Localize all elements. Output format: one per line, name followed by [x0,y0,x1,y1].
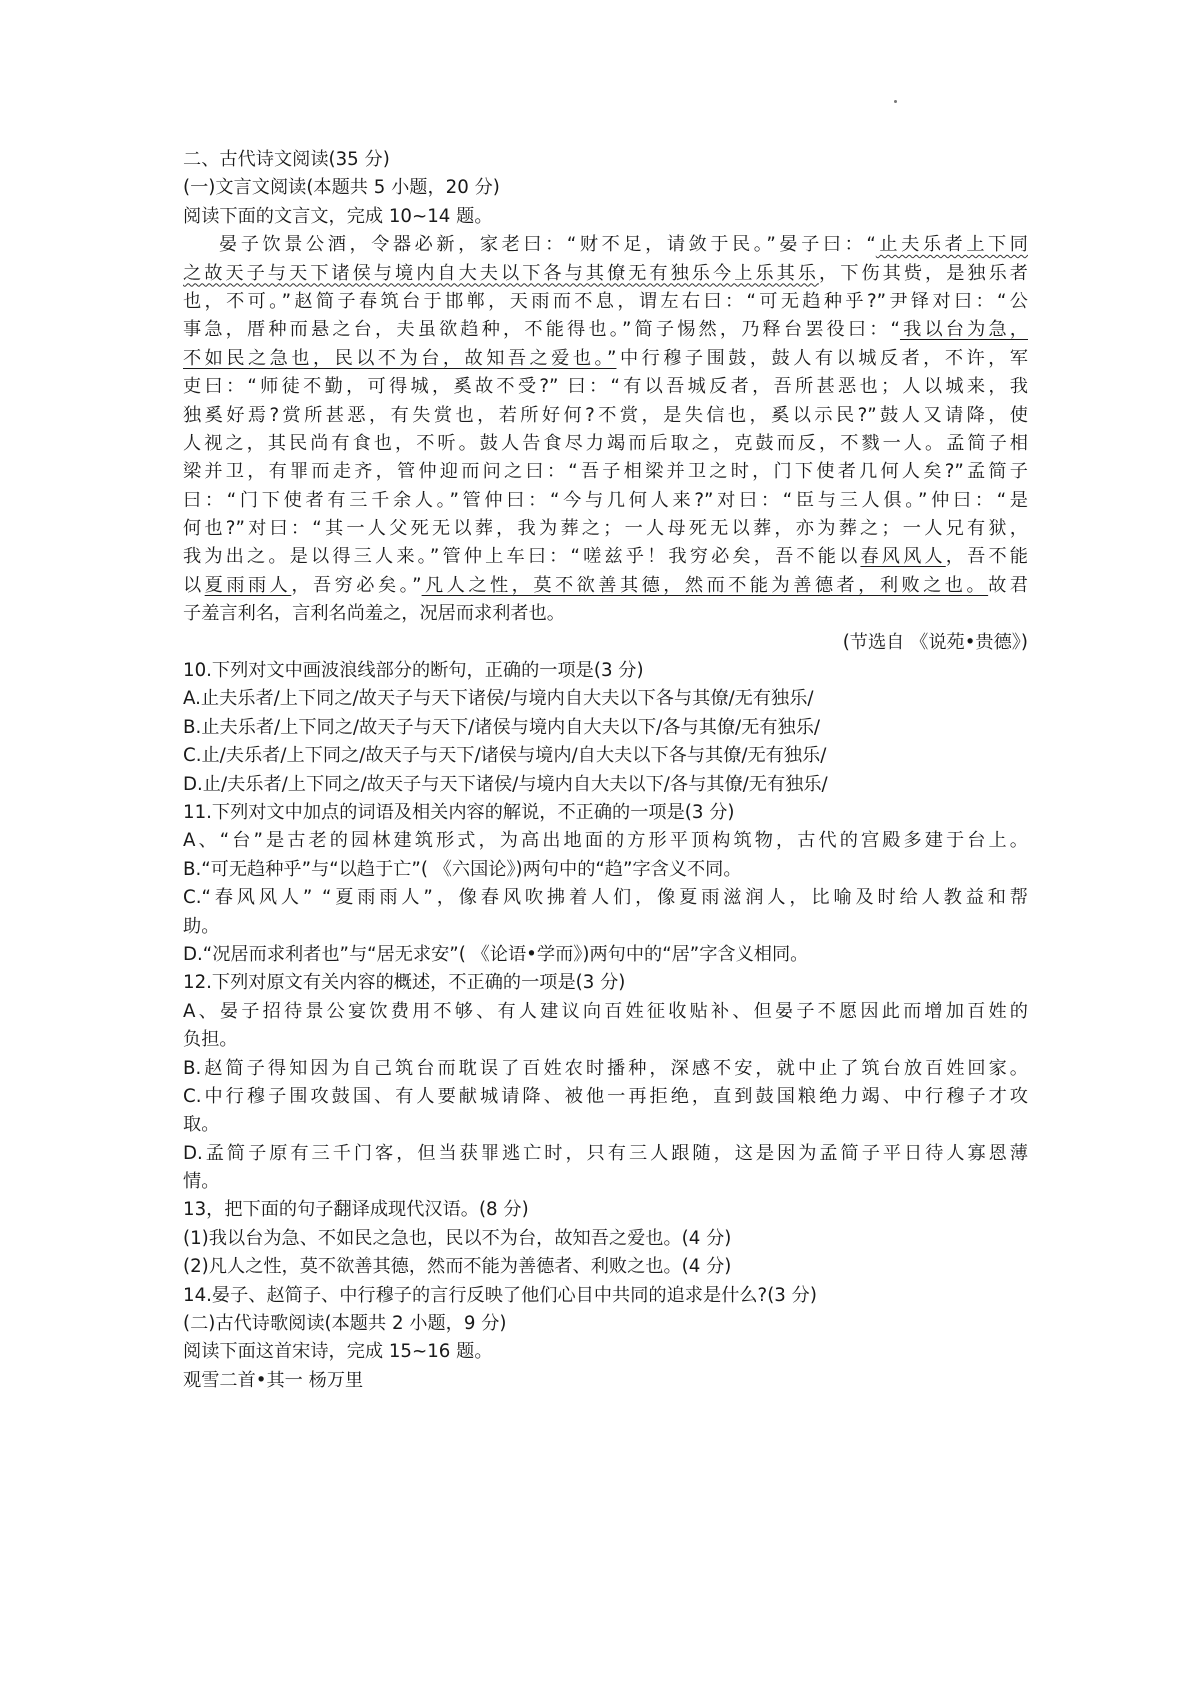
option-b: B.赵简子得知因为自己筑台而耽误了百姓农时播种，深感不安，就中止了筑台放百姓回家。 [183,1057,1028,1079]
option-c: C.“春风风人” “夏雨雨人”，像春风吹拂着人们，像夏雨滋润人，比喻及时给人教益和帮 [183,887,1028,909]
passage-line: 子羞言利名，言利名尚羞之，况居而求利者也。 [183,603,565,625]
passage-line: 我为出之。是以得三人来。”管仲上车曰：“嗟兹乎！我穷必矣，吾不能以春风风人，吾不能 [183,546,1028,568]
question-12 [183,969,1028,1196]
option-d-continued: 情。 [183,1171,220,1193]
passage-line: 不如民之急也，民以不为台，故知吾之爱也。”中行穆子围鼓，鼓人有以城反者，不许，军 [183,347,1028,369]
passage-source: (节选自 《说苑•贵德》) [842,631,1028,653]
dotted-term: 夏雨雨人 [204,574,292,596]
subsection-classical-prose: (一)文言文阅读(本题共 5 小题，20 分) [183,177,500,199]
option-d: D.孟简子原有三千门客，但当获罪逃亡时，只有三人跟随，这是因为孟简子平日待人寡恩薄 [183,1142,1028,1164]
question-14 [183,1282,1028,1310]
passage-line: 曰：“门下使者有三千余人。”管仲曰：“今与几何人来?”对曰：“臣与三人俱。”仲曰：“是 [183,489,1028,511]
translation-sentence-2: (2)凡人之性，莫不欲善其德，然而不能为善德者、利败之也。(4 分) [183,1256,732,1278]
dotted-term: 春风风人 [860,546,946,568]
question-stem: 14.晏子、赵简子、中行穆子的言行反映了他们心目中共同的追求是什么?(3 分) [183,1284,817,1306]
underlined-sentence: 凡人之性，莫不欲善其德，然而不能为善德者，利败之也。 [421,574,989,596]
subsection-poetry: (二)古代诗歌阅读(本题共 2 小题，9 分) [183,1313,507,1335]
poetry-section [183,1310,1028,1395]
option-d: D.止/夫乐者/上下同之/故天子与天下诸侯/与境内自大夫以下/各与其僚/无有独乐/ [183,773,828,795]
passage-line: 何也?”对曰：“其一人父死无以葬，我为葬之；一人母死无以葬，亦为葬之；一人兄有狱， [183,518,1028,540]
question-stem: 12.下列对原文有关内容的概述，不正确的一项是(3 分) [183,972,626,994]
option-d: D.“况居而求利者也”与“居无求安”( 《论语•学而》)两句中的“居”字含义相同。 [183,943,809,965]
passage-line: 独奚好焉?赏所甚恶，有失赏也，若所好何?不赏，是失信也，奚以示民?”鼓人又请降，使 [183,404,1028,426]
passage-line: 晏子饮景公酒，令器必新，家老曰：“财不足，请敛于民。”晏子曰：“止夫乐者上下同 [219,234,1028,256]
question-stem: 11.下列对文中加点的词语及相关内容的解说，不正确的一项是(3 分) [183,801,735,823]
passage-line: 事急，厝种而悬之台，夫虽欲趋种，不能得也。”简子惕然，乃释台罢役曰：“我以台为急， [183,319,1028,341]
question-stem: 13，把下面的句子翻译成现代汉语。(8 分) [183,1199,529,1221]
option-a: A、晏子招待景公宴饮费用不够、有人建议向百姓征收贴补、但晏子不愿因此而增加百姓的 [183,1000,1028,1022]
question-13 [183,1196,1028,1281]
classical-passage [183,231,1028,657]
option-b: B.“可无趋种乎”与“以趋于亡”( 《六国论》)两句中的“趋”字含义不同。 [183,858,742,880]
passage-line: 也，不可。”赵简子春筑台于邯郸，天雨而不息，谓左右曰：“可无趋种乎?”尹铎对曰：“公 [183,290,1028,312]
underlined-sentence: 不如民之急也，民以不为台，故知吾之爱也。” [183,347,617,369]
exam-page [183,146,1028,1395]
option-c-continued: 取。 [183,1114,220,1136]
option-a: A、“台”是古老的园林建筑形式，为高出地面的方形平顶构筑物，古代的宫殿多建于台上。 [183,830,1028,852]
question-10 [183,657,1028,799]
passage-line: 以夏雨雨人，吾穷必矣。”凡人之性，莫不欲善其德，然而不能为善德者，利败之也。故君 [183,574,1028,596]
option-a-continued: 负担。 [183,1029,238,1051]
passage-line: 梁并卫，有罪而走齐，管仲迎而问之曰：“吾子相梁并卫之时，门下使者几何人矣?”孟简子 [183,461,1028,483]
passage-line: 吏曰：“师徒不勤，可得城，奚故不受?” 曰：“有以吾城反者，吾所甚恶也；人以城来，我 [183,376,1028,398]
passage-line: 之故天子与天下诸侯与境内自大夫以下各与其僚无有独乐今上乐其乐，下伤其赀，是独乐者 [183,262,1028,284]
underlined-sentence: 我以台为急， [899,319,1028,341]
wavy-underlined-text: 之故天子与天下诸侯与境内自大夫以下各与其僚无有独乐今上乐其乐 [183,262,819,284]
question-11 [183,799,1028,969]
reading-instruction: 阅读下面的文言文，完成 10~14 题。 [183,205,493,227]
option-a: A.止夫乐者/上下同之/故天子与天下诸侯/与境内自大夫以下各与其僚/无有独乐/ [183,688,814,710]
page-mark [894,100,897,103]
question-stem: 10.下列对文中画波浪线部分的断句，正确的一项是(3 分) [183,660,644,682]
option-c: C.中行穆子围攻鼓国、有人要献城请降、被他一再拒绝，直到鼓国粮绝力竭、中行穆子才攻 [183,1085,1028,1107]
translation-sentence-1: (1)我以台为急、不如民之急也，民以不为台，故知吾之爱也。(4 分) [183,1227,732,1249]
poem-title: 观雪二首•其一 杨万里 [183,1369,364,1391]
option-c-continued: 助。 [183,915,220,937]
option-b: B.止夫乐者/上下同之/故天子与天下/诸侯与境内自大夫以下/各与其僚/无有独乐/ [183,716,821,738]
section-title: 二、古代诗文阅读(35 分) [183,149,390,170]
wavy-underlined-text: 止夫乐者上下同 [875,234,1028,256]
reading-instruction: 阅读下面这首宋诗，完成 15~16 题。 [183,1341,493,1363]
passage-line: 人视之，其民尚有食也，不听。鼓人告食尽力竭而后取之，克鼓而反，不戮一人。孟简子相 [183,432,1028,454]
option-c: C.止/夫乐者/上下同之/故天子与天下/诸侯与境内/自大夫以下各与其僚/无有独乐/ [183,745,827,767]
